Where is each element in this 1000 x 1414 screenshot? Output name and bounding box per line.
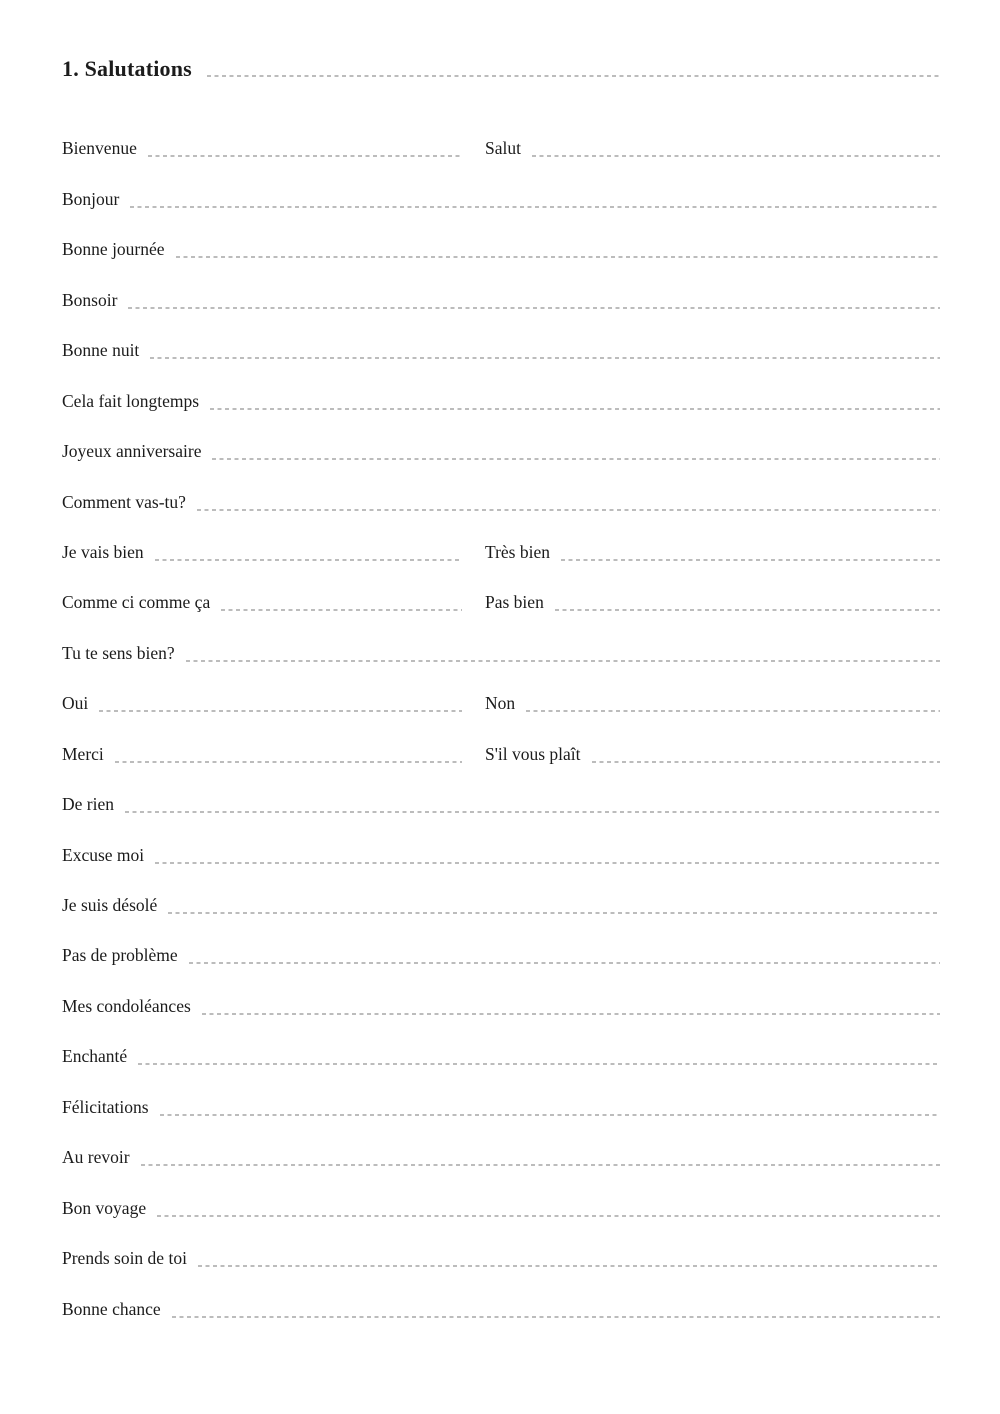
phrase-label: Enchanté (62, 1046, 128, 1067)
phrase-label: Excuse moi (62, 844, 145, 865)
phrase-cell (62, 1146, 940, 1169)
phrase-row (62, 766, 940, 816)
phrase-cell (62, 1247, 940, 1270)
phrase-cell (485, 743, 940, 766)
phrase-row (62, 665, 940, 715)
answer-line (555, 592, 940, 614)
phrase-label: Salut (485, 138, 521, 159)
answer-line (202, 996, 940, 1018)
answer-line (532, 138, 940, 160)
answer-line (221, 592, 462, 614)
phrase-row (62, 1270, 940, 1320)
phrase-label: Je suis désolé (62, 895, 158, 915)
phrase-row (62, 867, 940, 917)
phrase-cell (62, 541, 462, 564)
phrase-row (62, 362, 940, 412)
phrase-cell (62, 793, 940, 816)
phrase-cell (62, 995, 940, 1018)
phrase-row (62, 110, 940, 160)
answer-line (125, 794, 940, 816)
phrase-row (62, 816, 940, 866)
phrase-cell (62, 238, 940, 261)
phrase-cell (485, 692, 940, 715)
answer-line (115, 744, 462, 766)
section-title-row (62, 55, 940, 83)
answer-line (210, 391, 940, 413)
answer-line (141, 1147, 940, 1169)
phrase-label: Bienvenue (62, 138, 137, 159)
phrase-cell (62, 844, 940, 867)
answer-line (138, 1046, 940, 1068)
answer-line (168, 895, 940, 917)
phrase-row (62, 564, 940, 614)
phrase-row (62, 463, 940, 513)
title-dotted-line (207, 55, 940, 83)
answer-line (172, 1299, 940, 1321)
answer-line (186, 643, 940, 665)
phrase-label: Au revoir (62, 1147, 130, 1168)
phrase-row (62, 514, 940, 564)
phrase-label: Bonne chance (62, 1298, 161, 1319)
phrase-row (62, 261, 940, 311)
phrase-label: Comment vas-tu? (62, 491, 186, 512)
phrase-cell (62, 1045, 940, 1068)
phrase-label: S'il vous plaît (485, 743, 581, 764)
phrase-label: Bonne journée (62, 239, 165, 260)
phrase-cell (62, 692, 462, 715)
answer-line (150, 340, 940, 362)
phrase-label: Cela fait longtemps (62, 390, 200, 411)
phrase-cell (62, 137, 462, 160)
answer-line (155, 542, 462, 564)
phrase-row (62, 211, 940, 261)
phrase-row (62, 1220, 940, 1270)
phrase-label: Bonsoir (62, 289, 118, 310)
answer-line (198, 1248, 940, 1270)
section-title: 1. Salutations (62, 56, 192, 81)
answer-line (197, 492, 940, 514)
answer-line (148, 138, 462, 160)
answer-line (189, 945, 940, 967)
phrase-label: Comme ci comme ça (62, 592, 211, 613)
phrase-label: Non (485, 693, 516, 714)
phrase-row (62, 614, 940, 664)
phrase-row (62, 160, 940, 210)
phrase-label: Je vais bien (62, 541, 144, 562)
phrase-label: Pas de problème (62, 945, 178, 966)
phrase-cell (62, 1298, 940, 1321)
phrase-cell (62, 642, 940, 665)
answer-line (130, 189, 940, 211)
phrase-cell (62, 591, 462, 614)
phrase-row (62, 715, 940, 765)
answer-line (212, 441, 940, 463)
phrase-cell (62, 491, 940, 514)
phrase-cell (62, 944, 940, 967)
phrase-cell (62, 1197, 940, 1220)
phrase-cell (62, 1096, 940, 1119)
phrase-label: Pas bien (485, 592, 544, 613)
phrase-cell (62, 390, 940, 413)
phrase-row (62, 1169, 940, 1219)
phrase-row (62, 1018, 940, 1068)
phrase-label: Très bien (485, 541, 550, 562)
phrase-label: Merci (62, 743, 104, 764)
phrase-label: Oui (62, 693, 89, 714)
answer-line (526, 693, 940, 715)
phrase-row (62, 1119, 940, 1169)
phrase-label: Prends soin de toi (62, 1248, 187, 1269)
phrase-cell (62, 743, 462, 766)
answer-line (592, 744, 940, 766)
phrase-cell (62, 188, 940, 211)
phrase-row (62, 413, 940, 463)
answer-line (99, 693, 462, 715)
phrase-label: Bon voyage (62, 1197, 147, 1218)
phrase-label: De rien (62, 794, 114, 815)
phrase-cell (62, 440, 940, 463)
phrase-row (62, 967, 940, 1017)
answer-line (157, 1198, 940, 1220)
phrase-label: Mes condoléances (62, 995, 191, 1016)
answer-line (155, 845, 940, 867)
phrase-label: Tu te sens bien? (62, 642, 175, 663)
answer-line (176, 239, 940, 261)
phrase-cell (485, 591, 940, 614)
phrase-label: Félicitations (62, 1096, 149, 1117)
phrase-cell (485, 541, 940, 564)
phrase-cell (62, 339, 940, 362)
phrase-row (62, 312, 940, 362)
phrase-label: Bonjour (62, 188, 120, 209)
phrase-label: Joyeux anniversaire (62, 441, 202, 462)
answer-line (160, 1097, 940, 1119)
answer-line (128, 290, 940, 312)
phrase-cell (62, 289, 940, 312)
answer-line (561, 542, 940, 564)
phrase-row (62, 1068, 940, 1118)
phrase-cell (62, 894, 940, 917)
phrase-label: Bonne nuit (62, 340, 140, 361)
phrase-list (62, 110, 940, 1321)
phrase-row (62, 917, 940, 967)
phrase-cell (485, 137, 940, 160)
